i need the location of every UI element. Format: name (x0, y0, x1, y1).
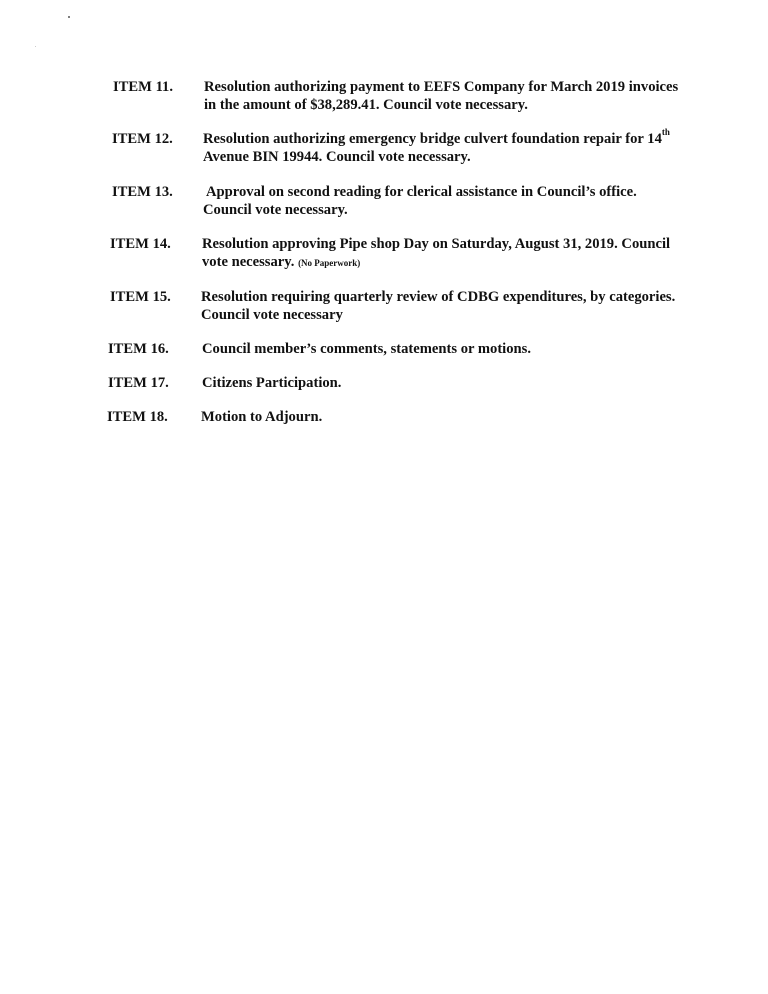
item-description-line: Approval on second reading for clerical assistance in Council’s office. (206, 184, 637, 200)
item-description-line: Council member’s comments, statements or motions. (202, 341, 531, 357)
item-description-line: Council vote necessary. (203, 202, 348, 218)
item-description-line: in the amount of $38,289.41. Council vote necessary. (204, 97, 528, 113)
item-description (202, 374, 702, 392)
item-description (201, 288, 701, 324)
ordinal-suffix: th (661, 127, 670, 138)
item-description-line: Resolution authorizing payment to EEFS Company for March 2019 invoices (204, 79, 679, 95)
item-description (203, 183, 703, 219)
item-description-line: Citizens Participation. (202, 375, 342, 391)
item-description-line (203, 127, 703, 148)
item-description-line: Motion to Adjourn. (201, 409, 323, 425)
item-number: ITEM 11. (113, 79, 174, 95)
item-description-line: Council vote necessary (201, 307, 343, 323)
item-number: ITEM 17. (108, 375, 169, 391)
item-description (201, 408, 701, 426)
item-description (202, 235, 702, 272)
item-number: ITEM 13. (112, 184, 173, 200)
item-number: ITEM 12. (112, 131, 173, 147)
item-description (203, 127, 703, 166)
item-number: ITEM 14. (110, 236, 171, 252)
item-description-line: Resolution requiring quarterly review of CDBG expenditures, by categories. (201, 289, 676, 305)
item-number: ITEM 16. (108, 341, 169, 357)
item-description-text: vote necessary. (202, 254, 295, 270)
item-description (204, 78, 704, 114)
item-description-line: Resolution approving Pipe shop Day on Saturday, August 31, 2019. Council (202, 236, 671, 252)
item-description-text: Resolution authorizing emergency bridge culvert foundation repair for 14 (203, 131, 662, 147)
item-number: ITEM 15. (110, 289, 171, 305)
paperwork-note: (No Paperwork) (298, 258, 361, 268)
item-description-line (202, 253, 702, 272)
item-description-line: Avenue BIN 19944. Council vote necessary. (203, 149, 471, 165)
item-number: ITEM 18. (107, 409, 168, 425)
item-description (202, 340, 702, 358)
